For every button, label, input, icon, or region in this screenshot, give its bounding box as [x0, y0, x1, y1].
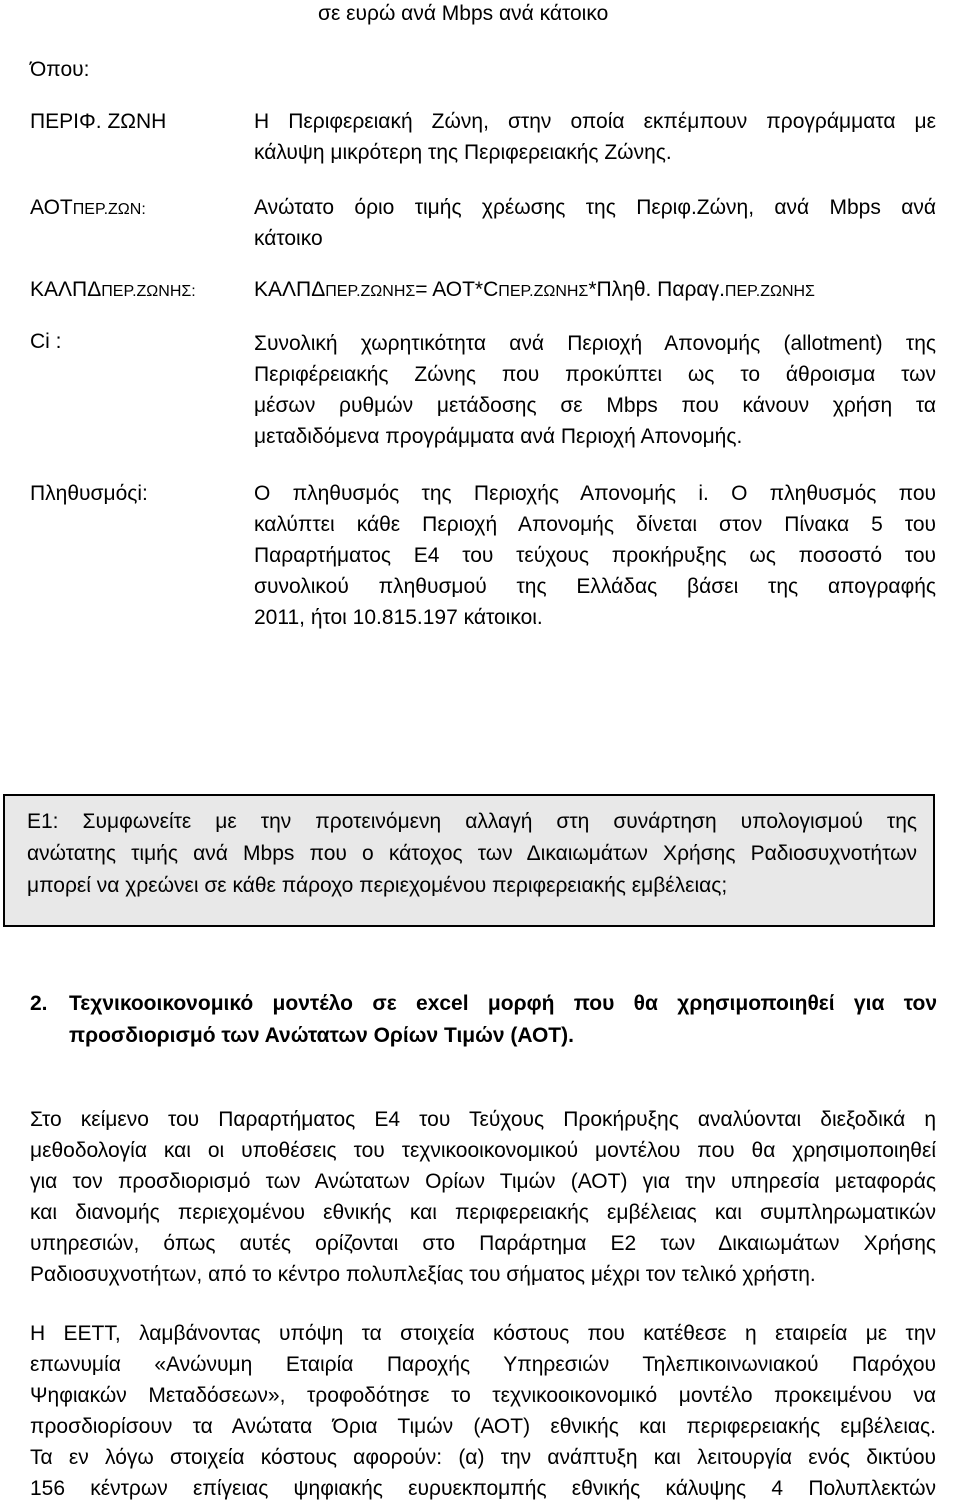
term-subscript: ΠΕΡ.ΖΩΝ:	[72, 201, 146, 218]
formula-part: ΚΑΛΠΔ	[254, 278, 326, 301]
definition-line: Συνολική χωρητικότητα ανά Περιοχή Απονομής (allotment) της	[254, 332, 936, 355]
term-subscript: ΠΕΡ.ΖΩΝΗΣ:	[101, 283, 196, 300]
term-periph-zone	[30, 110, 166, 134]
term-main: Πληθυσμόςi:	[30, 482, 148, 505]
question-box	[3, 794, 935, 927]
term-main: Ci :	[30, 330, 62, 353]
definition-line: κάλυψη μικρότερη της Περιφερειακής Ζώνης.	[254, 141, 672, 164]
term-population	[30, 482, 148, 506]
definition-line: Η Περιφερειακή Ζώνη, στην οποία εκπέμπουν προγράμματα με	[254, 110, 936, 133]
formula-subscript: ΠΕΡ.ΖΩΝΗΣ	[325, 283, 416, 300]
term-main: ΑΟΤ	[30, 196, 73, 219]
paragraph-line: για τον προσδιορισμό των Ανώτατων Ορίων Τιμών (ΑΟΤ) για την υπηρεσία μεταφοράς	[30, 1170, 936, 1193]
definition-line: Ο πληθυσμός της Περιοχής Απονομής i. Ο πληθυσμός που	[254, 482, 936, 505]
term-aot	[30, 196, 146, 222]
definition-line: συνολικού πληθυσμού της Ελλάδας βάσει της απογραφής	[254, 575, 936, 598]
formula-part: *Πληθ. Παραγ.	[588, 278, 725, 301]
section-title-line: Τεχνικοοικονομικό μοντέλο σε excel μορφή που θα χρησιμοποιηθεί για τον	[69, 992, 937, 1015]
definition-line: κάτοικο	[254, 227, 323, 250]
formula-subscript: ΠΕΡ.ΖΩΝΗΣ	[498, 283, 589, 300]
paragraph-line: 156 κέντρων επίγειας ψηφιακής ευρυεκπομπής εθνικής κάλυψης 4 Πολυπλεκτών	[30, 1477, 936, 1500]
paragraph-1	[30, 1104, 936, 1290]
term-kalpd	[30, 278, 196, 304]
definition-line: 2011, ήτοι 10.815.197 κάτοικοι.	[254, 606, 543, 629]
question-line: Ε1: Συμφωνείτε με την προτεινόμενη αλλαγή στη συνάρτηση υπολογισμού της	[27, 810, 917, 833]
definition-line: Περιφέρειακής Ζώνης που προκύπτει ως το άθροισμα των	[254, 363, 936, 386]
paragraph-2	[30, 1318, 936, 1504]
term-main: ΠΕΡΙΦ. ΖΩΝΗ	[30, 110, 167, 133]
paragraph-line: Ραδιοσυχνοτήτων, από το κέντρο πολυπλεξίας του σήματος μέχρι τον τελικό χρήστη.	[30, 1263, 816, 1286]
paragraph-line: επωνυμία «Ανώνυμη Εταιρία Παροχής Υπηρεσιών Τηλεπικοινωνιακού Παρόχου	[30, 1353, 936, 1376]
question-line: ανώτατης τιμής ανά Mbps που ο κάτοχος των Δικαιωμάτων Χρήσης Ραδιοσυχνοτήτων	[27, 842, 917, 865]
paragraph-line: Ψηφιακών Μεταδόσεων», τροφοδότησε το τεχνικοοικονομικό μοντέλο προκειμένου να	[30, 1384, 936, 1407]
definition-periph-zone	[254, 106, 936, 168]
paragraph-line: υπηρεσιών, όπως αυτές ορίζονται στο Παράρτημα Ε2 των Δικαιωμάτων Χρήσης	[30, 1232, 936, 1255]
formula-part: = ΑΟΤ*C	[415, 278, 499, 301]
formula-kalpd	[254, 278, 815, 304]
definition-ci	[254, 328, 936, 452]
paragraph-line: Τα εν λόγω στοιχεία κόστους αφορούν: (α) την ανάπτυξη και λειτουργία ενός δικτύου	[30, 1446, 936, 1469]
section-number: 2.	[30, 992, 48, 1015]
term-ci	[30, 330, 62, 354]
paragraph-line: και διανομής περιεχομένου εθνικής και περιφερειακής εμβέλειας και συμπληρωματικών	[30, 1201, 936, 1224]
section-title	[69, 988, 937, 1052]
top-line: σε ευρώ ανά Mbps ανά κάτοικο	[318, 2, 609, 25]
paragraph-line: προσδιορίσουν τα Ανώτατα Όρια Τιμών (ΑΟΤ) εθνικής και περιφερειακής εμβέλειας.	[30, 1415, 936, 1438]
formula-subscript: ΠΕΡ.ΖΩΝΗΣ	[724, 283, 815, 300]
definition-line: μεταδιδόμενα προγράμματα ανά Περιοχή Απονομής.	[254, 425, 743, 448]
where-label: Όπου:	[30, 58, 90, 81]
section-title-line: προσδιορισμό των Ανώτατων Ορίων Τιμών (ΑΟΤ).	[69, 1024, 574, 1047]
question-line: μπορεί να χρεώνει σε κάθε πάροχο περιεχομένου περιφερειακής εμβέλειας;	[27, 874, 728, 897]
question-text	[27, 806, 917, 902]
definition-aot	[254, 192, 936, 254]
paragraph-line: μεθοδολογία και οι υποθέσεις του τεχνικοοικονομικού μοντέλου που θα χρησιμοποιηθεί	[30, 1139, 936, 1162]
paragraph-line: Στο κείμενο του Παραρτήματος Ε4 του Τεύχους Προκήρυξης αναλύονται διεξοδικά η	[30, 1108, 936, 1131]
paragraph-line: Η ΕΕΤΤ, λαμβάνοντας υπόψη τα στοιχεία κόστους που κατέθεσε η εταιρεία με την	[30, 1322, 936, 1345]
definition-line: μέσων ρυθμών μετάδοσης σε Mbps που κάνουν χρήση τα	[254, 394, 936, 417]
definition-line: Ανώτατο όριο τιμής χρέωσης της Περιφ.Ζώνη, ανά Mbps ανά	[254, 196, 936, 219]
term-main: ΚΑΛΠΔ	[30, 278, 102, 301]
definition-line: καλύπτει κάθε Περιοχή Απονομής δίνεται στον Πίνακα 5 του	[254, 513, 936, 536]
definition-line: Παραρτήματος Ε4 του τεύχους προκήρυξης ως ποσοστό του	[254, 544, 936, 567]
definition-population	[254, 478, 936, 633]
